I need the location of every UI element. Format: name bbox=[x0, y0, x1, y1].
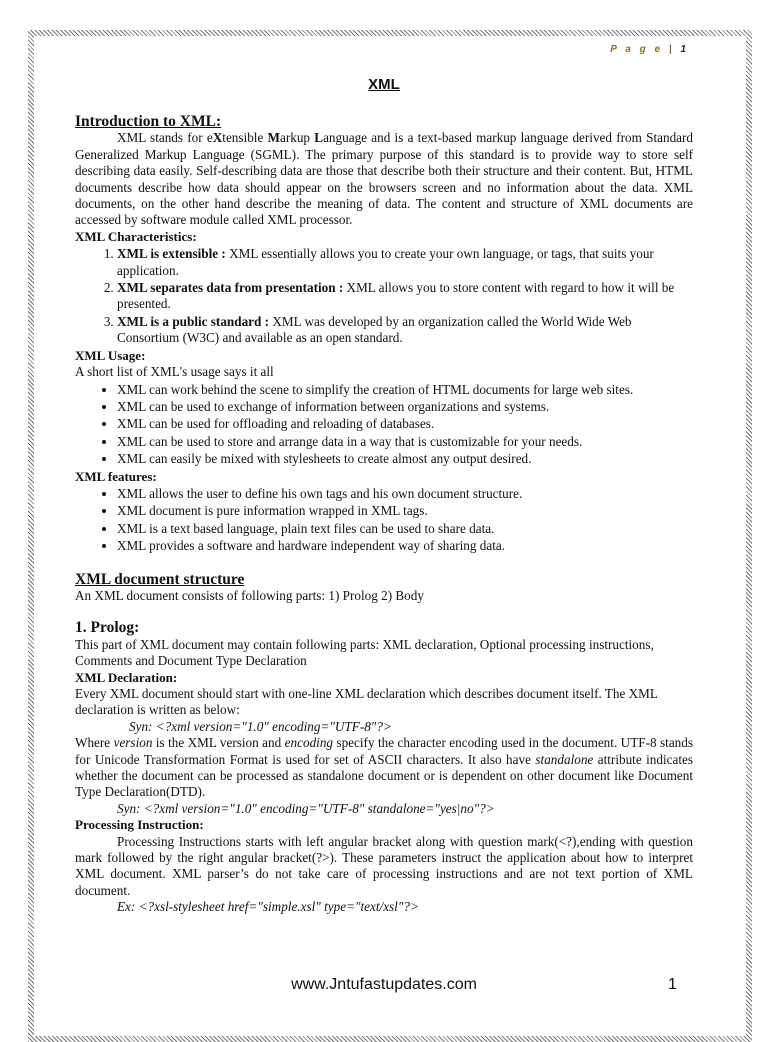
item-bold: XML is a public standard : bbox=[117, 313, 270, 329]
usage-list bbox=[75, 382, 693, 468]
spacer bbox=[75, 556, 693, 572]
prolog-heading: 1. Prolog: bbox=[75, 619, 140, 637]
footer-url: www.Jntufastupdates.com bbox=[291, 976, 477, 993]
intro-text-4: anguage and is a text-based markup language derived from Standard Generalized Markup Language (SGML). The primary purpose of this standard is to provide way to store self describing data easily. Self-describing data are those that describe both their structure and their content. But, HTML documents describe how data should appear on the browsers screen and no information about the data. XML documents, on the other hand describe the meaning of data. The content and structure of XML documents are accessed by software module called XML processor. bbox=[75, 130, 694, 228]
intro-text-1: XML stands for e bbox=[117, 130, 213, 146]
list-item: • XML can be used to exchange of information between organizations and systems. bbox=[117, 399, 693, 415]
where-text-4: attribute indicates whether the document can be processed as standalone document or is dependent on other document like Document Type Declaration(DTD). bbox=[75, 751, 694, 800]
usage-heading: XML Usage: bbox=[75, 347, 146, 363]
page-label: P a g e | bbox=[610, 44, 675, 55]
where-text-2: is the XML version and bbox=[152, 735, 285, 751]
list-item bbox=[117, 246, 693, 279]
intro-text-2: tensible bbox=[222, 130, 268, 146]
where-encoding: encoding bbox=[284, 735, 334, 751]
where-text-3: specify the character encoding used in the document. UTF-8 stands for Unicode Transformation Format is used for set of ASCII characters. It also have bbox=[75, 735, 693, 767]
intro-bold-l: L bbox=[314, 130, 324, 146]
list-item bbox=[117, 314, 693, 347]
list-item: • XML can work behind the scene to simplify the creation of HTML documents for large web sites. bbox=[117, 382, 693, 398]
document-title: XML bbox=[368, 76, 400, 93]
syntax-example-2: Syn: <?xml version="1.0" encoding="UTF-8" standalone="yes|no"?> bbox=[117, 800, 495, 816]
list-item bbox=[117, 280, 693, 313]
list-item: • XML allows the user to define his own tags and his own document structure. bbox=[117, 486, 693, 502]
intro-bold-m: M bbox=[267, 130, 280, 146]
syntax-example-1: Syn: <?xml version="1.0" encoding="UTF-8"?> bbox=[129, 718, 392, 734]
intro-bold-x: X bbox=[212, 130, 223, 146]
intro-text-3: arkup bbox=[280, 130, 315, 146]
document-body bbox=[75, 114, 693, 916]
pi-heading: Processing Instruction: bbox=[75, 817, 204, 833]
item-text: XML allows you to store content with regard to how it will be presented. bbox=[117, 280, 675, 312]
intro-heading: Introduction to XML: bbox=[75, 113, 222, 130]
page-number-header bbox=[610, 44, 686, 55]
features-list bbox=[75, 486, 693, 555]
list-item: • XML can be used for offloading and reloading of databases. bbox=[117, 416, 693, 432]
list-item: • XML can easily be mixed with stylesheets to create almost any output desired. bbox=[117, 451, 693, 467]
item-text: XML essentially allows you to create your own language, or tags, that suits your application. bbox=[117, 246, 654, 278]
footer-page-number: 1 bbox=[668, 976, 677, 993]
list-item: • XML can be used to store and arrange data in a way that is customizable for your needs. bbox=[117, 434, 693, 450]
where-text-1: Where bbox=[75, 735, 114, 751]
features-heading: XML features: bbox=[75, 468, 157, 484]
where-standalone: standalone bbox=[535, 751, 594, 767]
list-item: • XML is a text based language, plain text files can be used to share data. bbox=[117, 521, 693, 537]
pi-text: Processing Instructions starts with left angular bracket along with question mark(<?),ending with question mark followed by the right angular bracket(?>). These parameters instruct the application about how to interpret XML document. XML parser’s do not take care of processing instructions and are not text portion of XML document. bbox=[75, 833, 693, 898]
item-bold: XML separates data from presentation : bbox=[117, 280, 344, 296]
declaration-text: Every XML document should start with one-line XML declaration which describes document itself. The XML declaration is written as below: bbox=[75, 686, 658, 718]
structure-heading: XML document structure bbox=[75, 570, 245, 588]
characteristics-heading: XML Characteristics: bbox=[75, 228, 197, 244]
item-text: XML was developed by an organization called the World Wide Web Consortium (W3C) and available as an open standard. bbox=[117, 313, 632, 346]
prolog-text: This part of XML document may contain following parts: XML declaration, Optional processing instructions, Comments and Document Type Declaration bbox=[75, 636, 654, 669]
declaration-heading: XML Declaration: bbox=[75, 669, 178, 685]
spacer bbox=[75, 604, 693, 620]
usage-intro: A short list of XML's usage says it all bbox=[75, 364, 274, 380]
item-bold: XML is extensible : bbox=[117, 246, 226, 262]
where-version: version bbox=[113, 735, 153, 751]
pi-example: Ex: <?xsl-stylesheet href="simple.xsl" type="text/xsl"?> bbox=[117, 899, 419, 915]
page-number: 1 bbox=[680, 44, 686, 55]
structure-text: An XML document consists of following parts: 1) Prolog 2) Body bbox=[75, 587, 424, 603]
declaration-explanation bbox=[75, 735, 693, 801]
list-item: • XML document is pure information wrapped in XML tags. bbox=[117, 503, 693, 519]
characteristics-list bbox=[75, 246, 693, 346]
list-item: • XML provides a software and hardware independent way of sharing data. bbox=[117, 538, 693, 554]
intro-paragraph bbox=[75, 130, 693, 228]
